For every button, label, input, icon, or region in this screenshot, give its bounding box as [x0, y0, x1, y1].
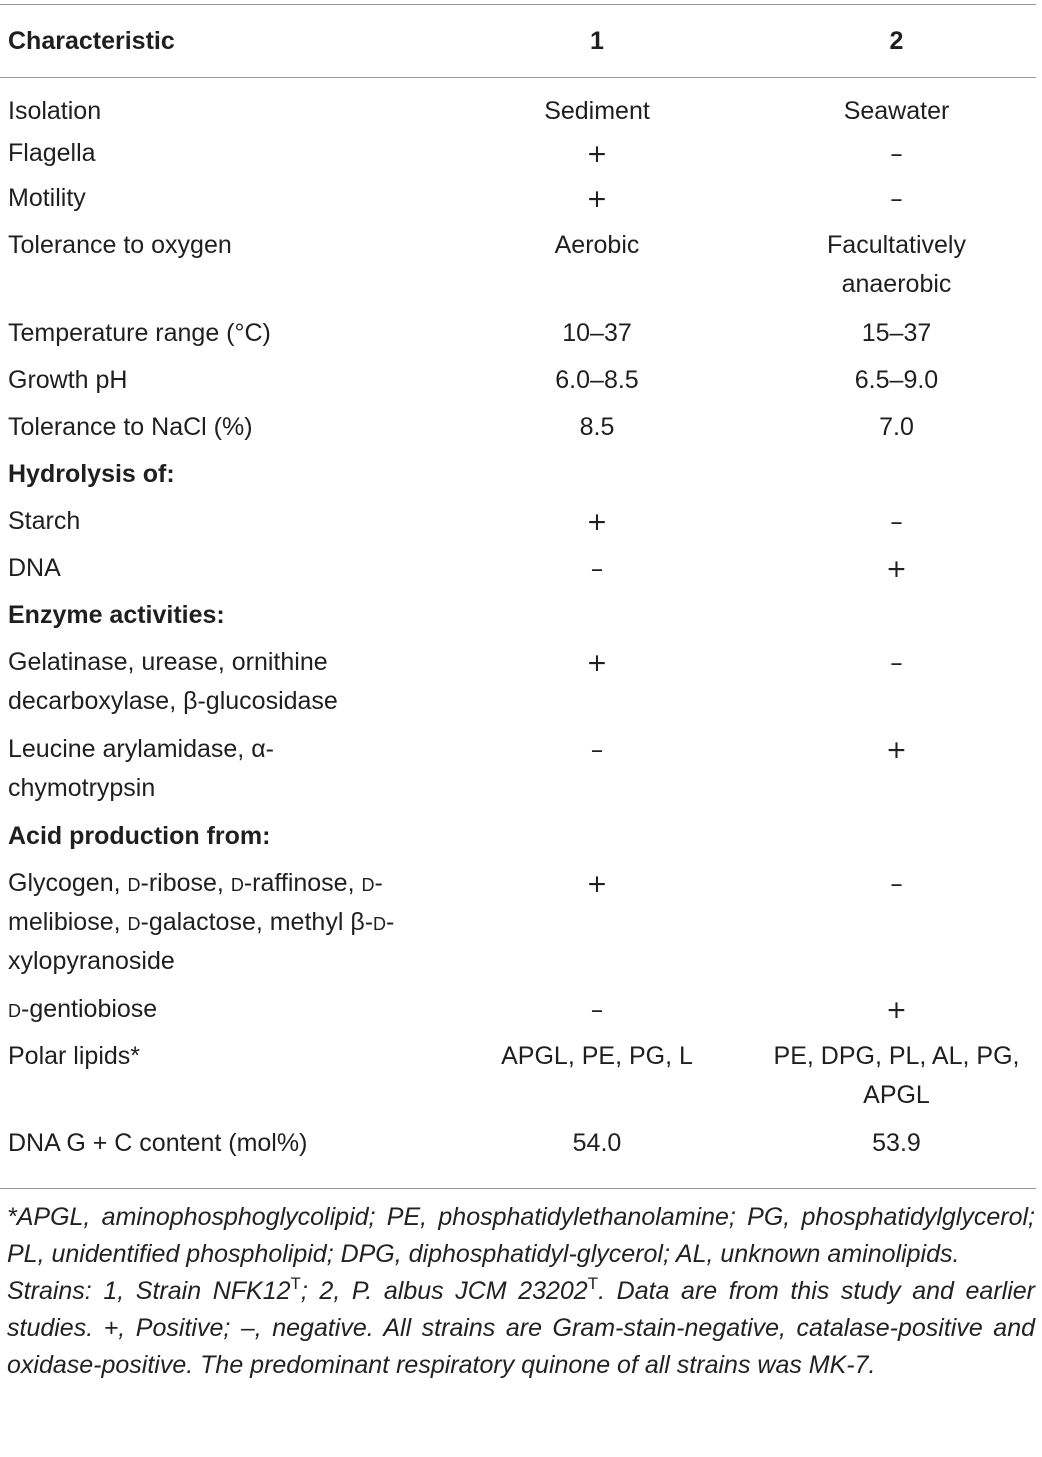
table-row	[0, 1037, 1036, 1124]
bottom-rule	[0, 1188, 1036, 1189]
row-label: Polar lipids*	[8, 1042, 141, 1070]
row-value-1: +	[586, 184, 608, 213]
row-value-2: +	[886, 735, 907, 764]
header-characteristic: Characteristic	[8, 27, 175, 55]
row-value-2: –	[890, 648, 903, 677]
table-row	[0, 361, 1036, 408]
row-value-1: 6.0–8.5	[555, 366, 639, 394]
row-value-2: Facultatively anaerobic	[827, 231, 966, 298]
table-row	[0, 82, 1036, 132]
row-value-2: 7.0	[879, 413, 914, 441]
table-row	[0, 179, 1036, 226]
row-value-2: +	[886, 554, 907, 583]
row-label: Gelatinase, urease, ornithine decarboxylase, β-glucosidase	[8, 648, 338, 715]
row-label: Motility	[8, 184, 86, 212]
row-value-1: –	[590, 995, 604, 1024]
section-heading: Enzyme activities:	[8, 601, 225, 629]
row-value-1: –	[590, 735, 604, 764]
type-strain-mark: T	[290, 1274, 301, 1293]
row-value-1: +	[586, 869, 608, 898]
row-value-2: –	[890, 869, 903, 898]
row-value-2: +	[886, 995, 907, 1024]
row-label: Tolerance to oxygen	[8, 231, 232, 259]
table-row	[0, 502, 1036, 549]
row-label: DNA	[8, 554, 61, 582]
row-value-2: 6.5–9.0	[854, 366, 939, 394]
section-heading: Acid production from:	[8, 822, 271, 850]
row-label: Isolation	[8, 97, 102, 125]
strains-text-b: ; 2, P. albus JCM 23202	[300, 1277, 588, 1305]
header-col1: 1	[590, 27, 604, 55]
row-value-1: 8.5	[579, 413, 615, 441]
table-row	[0, 408, 1036, 455]
row-value-1: +	[586, 648, 608, 677]
section-row	[0, 455, 1036, 502]
row-value-1: APGL, PE, PG, L	[501, 1042, 693, 1070]
header-col2: 2	[889, 27, 904, 55]
row-label: Tolerance to NaCl (%)	[8, 413, 253, 441]
table-row	[0, 730, 1036, 817]
type-strain-mark: T	[587, 1274, 599, 1293]
table-footnotes	[7, 1199, 1035, 1384]
section-row	[0, 817, 1036, 864]
abbreviation-note: *APGL, aminophosphoglycolipid; PE, phosphatidylethanolamine; PG, phosphatidylglycerol; PL, unidentified phospholipid; DPG, diphosphatidyl-glycerol; AL, unknown aminolipids.	[7, 1203, 1035, 1268]
row-value-2: 53.9	[872, 1129, 921, 1157]
table-row	[0, 132, 1036, 179]
strains-text-c: . Data are from this study and earlier studies. +, Positive; –, negative. All strains are Gram-stain-negative, catalase-positive and oxidase-positive. The predominant respiratory quinone of all strains was MK-7.	[7, 1277, 1035, 1379]
row-value-2: 15–37	[861, 319, 932, 347]
row-value-1: Sediment	[544, 97, 650, 125]
row-value-1: +	[586, 139, 608, 168]
table-row	[0, 643, 1036, 730]
section-row	[0, 596, 1036, 643]
table-row	[0, 1124, 1036, 1171]
strains-text-a: Strains: 1, Strain NFK12	[7, 1277, 291, 1305]
row-value-1: –	[590, 554, 604, 583]
row-value-1: +	[586, 507, 608, 536]
strains-note	[7, 1273, 1035, 1384]
header-row	[0, 0, 1036, 82]
row-value-1: 54.0	[572, 1129, 622, 1157]
row-label: Leucine arylamidase, α-chymotrypsin	[8, 735, 274, 802]
table-row	[0, 990, 1036, 1037]
row-value-2: –	[890, 507, 903, 536]
row-value-2: –	[890, 184, 903, 213]
section-heading: Hydrolysis of:	[8, 460, 175, 488]
table-row	[0, 549, 1036, 596]
row-value-2: PE, DPG, PL, AL, PG, APGL	[773, 1042, 1020, 1109]
row-label: Temperature range (°C)	[8, 319, 271, 347]
table-row	[0, 864, 1036, 990]
table-row	[0, 226, 1036, 314]
row-value-1: 10–37	[562, 319, 632, 347]
row-label: Glycogen, d-ribose, d-raffinose, d-melibiose, d-galactose, methyl β-d-xylopyranoside	[8, 869, 395, 975]
row-value-1: Aerobic	[554, 231, 640, 259]
row-label: Starch	[8, 507, 81, 535]
row-value-2: –	[890, 139, 903, 168]
row-label: d-gentiobiose	[8, 995, 158, 1023]
row-label: Flagella	[8, 139, 96, 167]
row-value-2: Seawater	[843, 97, 950, 125]
row-label: Growth pH	[8, 366, 128, 394]
table-row	[0, 314, 1036, 361]
row-label: DNA G + C content (mol%)	[8, 1129, 308, 1157]
